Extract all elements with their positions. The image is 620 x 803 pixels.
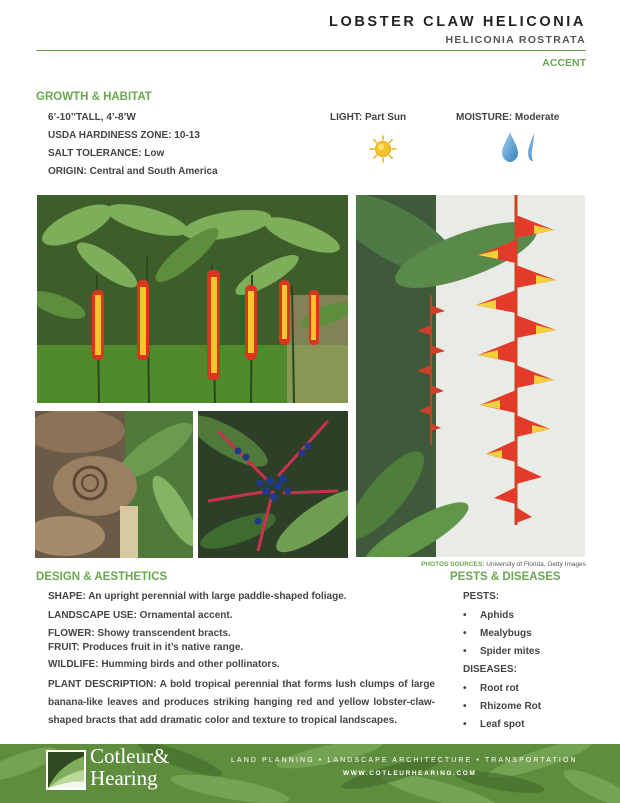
landscape-use-info: LANDSCAPE USE: Ornamental accent.: [48, 610, 233, 621]
light-requirement: LIGHT: Part Sun: [330, 112, 407, 123]
sun-icon: [369, 135, 397, 163]
plant-description: PLANT DESCRIPTION: A bold tropical perennial that forms lush clumps of large banana-like leaves and produces striking hanging red and yellow lobster-claw-shaped bracts that add dramatic color and texture to tropical landscapes.: [48, 679, 435, 726]
wildlife-info: WILDLIFE: Humming birds and other pollinators.: [48, 659, 280, 670]
pest-item: • Mealybugs: [463, 628, 532, 639]
diseases-label: DISEASES:: [463, 664, 517, 675]
photo-credit-sources: University of Florida, Getty Images: [486, 561, 586, 568]
disease-item-label: Leaf spot: [480, 719, 525, 730]
origin-info: ORIGIN: Central and South America: [48, 166, 218, 177]
plant-botanical-name: HELICONIA ROSTRATA: [445, 34, 586, 46]
moisture-requirement: MOISTURE: Moderate: [456, 112, 560, 123]
hardiness-zone-info: USDA HARDINESS ZONE: 10-13: [48, 130, 200, 141]
pest-item-label: Spider mites: [480, 646, 541, 657]
company-services: LAND PLANNING • LANDSCAPE ARCHITECTURE • TRANSPORTATION: [231, 757, 578, 764]
disease-item: • Root rot: [463, 683, 519, 694]
plant-common-name: LOBSTER CLAW HELICONIA: [329, 14, 586, 30]
pests-diseases-heading: PESTS & DISEASES: [450, 571, 561, 583]
salt-tolerance-info: SALT TOLERANCE: Low: [48, 148, 165, 159]
header-divider: [36, 50, 586, 51]
hanging-flower-closeup-photo: [356, 195, 585, 557]
heliconia-fruit-photo: [198, 411, 348, 558]
company-name-line1: Cotleur&: [90, 744, 170, 768]
pest-item-label: Mealybugs: [480, 628, 532, 639]
pests-label: PESTS:: [463, 591, 500, 602]
growth-habitat-heading: GROWTH & HABITAT: [36, 91, 152, 103]
company-name-line2: Hearing: [90, 766, 158, 790]
disease-item: • Leaf spot: [463, 719, 525, 730]
heliconia-garden-photo: [37, 195, 348, 403]
company-logo-mark: [46, 750, 86, 790]
fruit-info: FRUIT: Produces fruit in it’s native range.: [48, 642, 244, 653]
footer-banner: [0, 744, 620, 803]
disease-item-label: Rhizome Rot: [480, 701, 542, 712]
pest-item-label: Aphids: [480, 610, 514, 621]
size-info: 6’-10’’TALL, 4’-8’W: [48, 112, 136, 123]
rhizome-closeup-photo: [35, 411, 193, 558]
shape-info: SHAPE: An upright perennial with large paddle-shaped foliage.: [48, 591, 347, 602]
company-website: WWW.COTLEURHEARING.COM: [343, 770, 477, 777]
plant-category: ACCENT: [542, 57, 586, 69]
photo-credit-label: PHOTOS SOURCES:: [421, 561, 485, 568]
photo-credit: [421, 561, 586, 568]
pest-item: • Aphids: [463, 610, 514, 621]
disease-item-label: Root rot: [480, 683, 519, 694]
disease-item: • Rhizome Rot: [463, 701, 542, 712]
water-drops-icon: [499, 130, 541, 164]
flower-info: FLOWER: Showy transcendent bracts.: [48, 628, 231, 639]
design-aesthetics-heading: DESIGN & AESTHETICS: [36, 571, 168, 583]
pest-item: • Spider mites: [463, 646, 541, 657]
